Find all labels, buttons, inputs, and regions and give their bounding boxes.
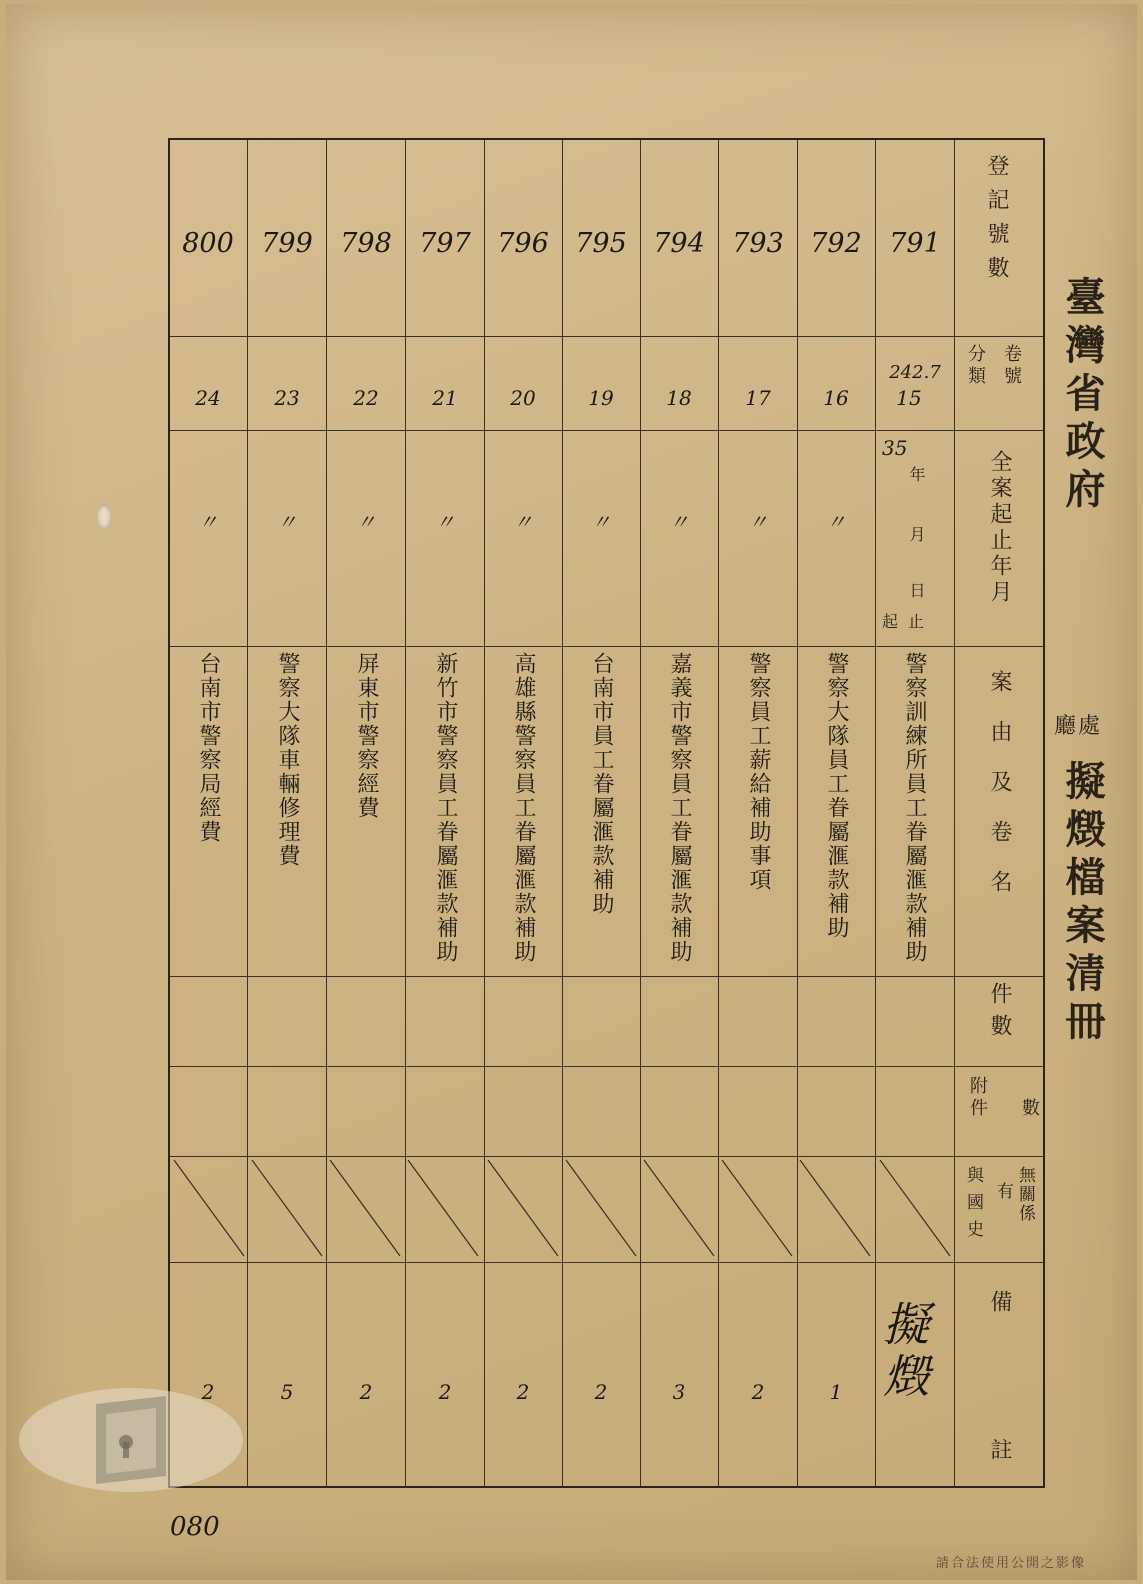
header-relation-no: 無關係	[1015, 1166, 1035, 1223]
date-year-label: 年	[907, 466, 926, 486]
punch-hole	[96, 504, 112, 530]
roll-number: 20	[510, 386, 536, 410]
reg-number: 797	[419, 228, 471, 259]
remark: 5	[280, 1380, 294, 1404]
ditto-mark: 〃	[748, 510, 768, 534]
remark: 2	[751, 1380, 765, 1404]
case-subject: 警察員工薪給補助事項	[746, 652, 771, 892]
reg-number: 798	[340, 228, 392, 259]
case-subject: 台南市警察局經費	[196, 652, 221, 844]
roll-number: 16	[823, 386, 849, 410]
case-subject: 屏東市警察經費	[354, 652, 379, 820]
remark: 2	[594, 1380, 608, 1404]
header-attachment-count: 數	[1019, 1098, 1040, 1120]
remark: 2	[438, 1380, 452, 1404]
header-relation-yes: 有	[993, 1182, 1013, 1203]
header-registration-no: 登記號數	[984, 154, 1009, 290]
reg-number: 793	[732, 228, 784, 259]
remark: 3	[672, 1380, 686, 1404]
document-subtitle: 擬燬檔案清冊	[1059, 760, 1105, 1048]
header-classification: 分類	[965, 344, 986, 388]
remark: 2	[516, 1380, 530, 1404]
reg-number: 800	[182, 228, 234, 259]
roll-number: 19	[588, 386, 614, 410]
roll-number: 22	[353, 386, 379, 410]
agency-label: 廳處	[1054, 714, 1103, 739]
reg-number: 792	[810, 228, 862, 259]
reg-number: 796	[497, 228, 549, 259]
roll-number: 23	[274, 386, 300, 410]
ditto-mark: 〃	[513, 510, 533, 534]
header-count: 件數	[987, 982, 1012, 1046]
date-month-label: 月	[907, 526, 926, 546]
roll-number: 21	[432, 386, 458, 410]
header-remarks-bottom: 註	[987, 1438, 1012, 1466]
signature: 擬燬	[876, 1300, 930, 1404]
roll-number: 15	[896, 386, 922, 410]
date-day-label: 日	[907, 582, 926, 602]
remark: 2	[359, 1380, 373, 1404]
ditto-mark: 〃	[669, 510, 689, 534]
classification-number: 242.7	[889, 362, 941, 383]
remark: 1	[829, 1380, 843, 1404]
header-remarks-top: 備	[987, 1290, 1012, 1318]
header-date-range: 全案起止年月	[987, 450, 1012, 606]
document-title: 臺灣省政府	[1059, 276, 1105, 516]
ditto-mark: 〃	[277, 510, 297, 534]
case-subject: 新竹市警察員工眷屬滙款補助	[433, 652, 458, 964]
case-subject: 嘉義市警察員工眷屬滙款補助	[667, 652, 692, 964]
date-year: 35	[882, 436, 908, 460]
case-subject: 台南市員工眷屬滙款補助	[589, 652, 614, 916]
roll-number: 24	[195, 386, 221, 410]
reg-number: 795	[575, 228, 627, 259]
remark: 2	[201, 1380, 215, 1404]
reg-number: 791	[889, 228, 941, 259]
document-page	[6, 4, 1137, 1580]
reg-number: 794	[653, 228, 705, 259]
ditto-mark: 〃	[356, 510, 376, 534]
ditto-mark: 〃	[591, 510, 611, 534]
reg-number: 799	[261, 228, 313, 259]
header-relation-label: 與國史	[963, 1166, 983, 1247]
case-subject: 高雄縣警察員工眷屬滙款補助	[511, 652, 536, 964]
ditto-mark: 〃	[826, 510, 846, 534]
case-subject: 警察訓練所員工眷屬滙款補助	[902, 652, 927, 964]
archive-logo-watermark	[16, 1376, 246, 1496]
page-number: 080	[170, 1512, 220, 1542]
header-subject: 案由及卷名	[987, 670, 1012, 920]
date-start-end: 起止	[882, 612, 935, 631]
case-subject: 警察大隊車輛修理費	[275, 652, 300, 868]
ditto-mark: 〃	[435, 510, 455, 534]
usage-notice: 請合法使用公開之影像	[936, 1556, 1087, 1571]
relation-strikeouts	[170, 1156, 954, 1262]
header-attachment: 附件	[967, 1076, 988, 1120]
header-volume-no: 卷號	[1001, 344, 1022, 388]
roll-number: 17	[745, 386, 771, 410]
roll-number: 18	[666, 386, 692, 410]
case-subject: 警察大隊員工眷屬滙款補助	[824, 652, 849, 940]
ditto-mark: 〃	[198, 510, 218, 534]
archive-table	[168, 138, 1045, 1488]
